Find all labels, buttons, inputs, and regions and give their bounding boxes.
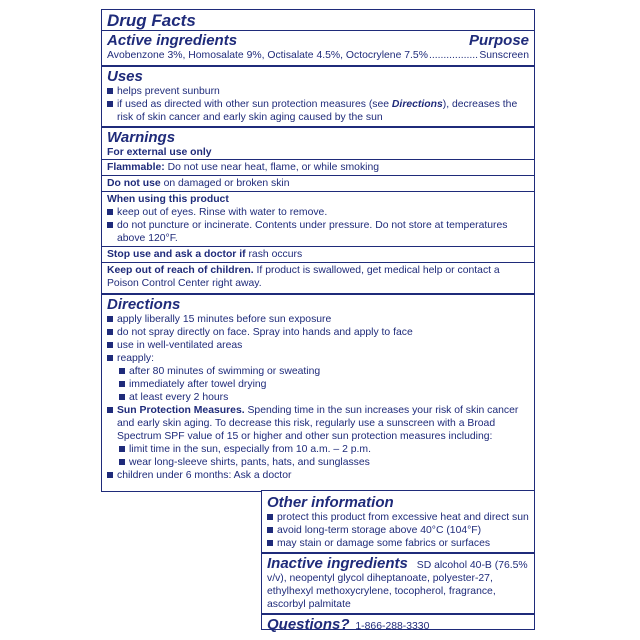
flammable-warning: Flammable: Do not use near heat, flame, or while smoking bbox=[102, 159, 534, 175]
purpose-heading: Purpose bbox=[468, 32, 529, 49]
list-item: wear long-sleeve shirts, pants, hats, and sunglasses bbox=[107, 456, 529, 469]
drug-facts-panel bbox=[101, 9, 535, 492]
list-item: reapply: bbox=[107, 352, 529, 365]
purpose-value: Sunscreen bbox=[479, 50, 529, 61]
active-ingredients-list: Avobenzone 3%, Homosalate 9%, Octisalate 4.5%, Octocrylene 7.5% bbox=[107, 50, 428, 61]
bullet-square-icon bbox=[267, 527, 273, 533]
list-item: at least every 2 hours bbox=[107, 391, 529, 404]
active-ingredients-line bbox=[107, 49, 529, 62]
warnings-section bbox=[102, 126, 534, 293]
inactive-ingredients-heading: Inactive ingredients bbox=[267, 555, 408, 572]
list-item: helps prevent sunburn bbox=[107, 85, 529, 98]
inactive-ingredients-section bbox=[262, 552, 534, 613]
list-item: apply liberally 15 minutes before sun exposure bbox=[107, 313, 529, 326]
external-use-text: For external use only bbox=[107, 147, 212, 158]
uses-heading: Uses bbox=[107, 68, 143, 85]
leader-dots bbox=[429, 49, 478, 62]
active-ingredients-heading: Active ingredients bbox=[107, 32, 238, 49]
bullet-square-icon bbox=[267, 514, 273, 520]
warnings-heading: Warnings bbox=[107, 129, 176, 146]
bullet-square-icon bbox=[107, 342, 113, 348]
stop-use-warning: Stop use and ask a doctor if rash occurs bbox=[102, 246, 534, 262]
bullet-square-icon bbox=[119, 446, 125, 452]
other-information-section bbox=[262, 491, 534, 552]
bullet-square-icon bbox=[119, 459, 125, 465]
list-item: Sun Protection Measures. Spending time in the sun increases your risk of skin cancer and early skin aging. To decrease this risk, regularly use a sunscreen with a Broad Spectrum SPF value of 15 or higher and other sun protection measures including: bbox=[107, 404, 529, 443]
bullet-square-icon bbox=[119, 368, 125, 374]
bullet-square-icon bbox=[107, 355, 113, 361]
list-item: do not spray directly on face. Spray into hands and apply to face bbox=[107, 326, 529, 339]
bullet-square-icon bbox=[107, 316, 113, 322]
list-item: immediately after towel drying bbox=[107, 378, 529, 391]
bullet-square-icon bbox=[267, 540, 273, 546]
keep-out-of-reach-warning: Keep out of reach of children. If product is swallowed, get medical help or contact a Poison Control Center right away. bbox=[102, 262, 534, 291]
list-item: after 80 minutes of swimming or sweating bbox=[107, 365, 529, 378]
bullet-square-icon bbox=[119, 394, 125, 400]
list-item: use in well-ventilated areas bbox=[107, 339, 529, 352]
questions-section bbox=[262, 613, 534, 635]
list-item: do not puncture or incinerate. Contents under pressure. Do not store at temperatures above 120°F. bbox=[107, 219, 529, 245]
list-item: limit time in the sun, especially from 10 a.m. – 2 p.m. bbox=[107, 443, 529, 456]
directions-heading: Directions bbox=[107, 296, 181, 313]
questions-heading: Questions? bbox=[267, 616, 350, 633]
lower-panel bbox=[261, 490, 535, 633]
bullet-square-icon bbox=[107, 101, 113, 107]
bullet-square-icon bbox=[107, 222, 113, 228]
bullet-square-icon bbox=[107, 472, 113, 478]
list-item: keep out of eyes. Rinse with water to remove. bbox=[107, 206, 529, 219]
list-item: avoid long-term storage above 40°C (104°F) bbox=[267, 524, 529, 537]
bullet-square-icon bbox=[107, 407, 113, 413]
uses-section bbox=[102, 65, 534, 126]
bullet-square-icon bbox=[119, 381, 125, 387]
bullet-square-icon bbox=[107, 209, 113, 215]
phone-number: 1-866-288-3330 bbox=[355, 621, 430, 632]
list-item: children under 6 months: Ask a doctor bbox=[107, 469, 529, 482]
when-using-warning: When using this product keep out of eyes. Rinse with water to remove. do not puncture or incinerate. Contents under pressure. Do not store at temperatures above 120°F. bbox=[102, 191, 534, 246]
drug-facts-title: Drug Facts bbox=[107, 11, 196, 30]
list-item: if used as directed with other sun protection measures (see Directions), decreases the risk of skin cancer and early skin aging caused by the sun bbox=[107, 98, 529, 124]
do-not-use-warning: Do not use on damaged or broken skin bbox=[102, 175, 534, 191]
list-item: may stain or damage some fabrics or surfaces bbox=[267, 537, 529, 550]
bullet-square-icon bbox=[107, 329, 113, 335]
other-information-heading: Other information bbox=[267, 494, 394, 511]
bullet-square-icon bbox=[107, 88, 113, 94]
inactive-ingredients-text: SD alcohol 40-B (76.5% v/v), neopentyl glycol diheptanoate, polyester-27, ethylhexyl methoxycrylene, tocopherol, fragrance, ascorbyl palmitate bbox=[267, 560, 528, 610]
list-item: protect this product from excessive heat and direct sun bbox=[267, 511, 529, 524]
directions-section bbox=[102, 293, 534, 484]
title-section bbox=[102, 10, 534, 65]
